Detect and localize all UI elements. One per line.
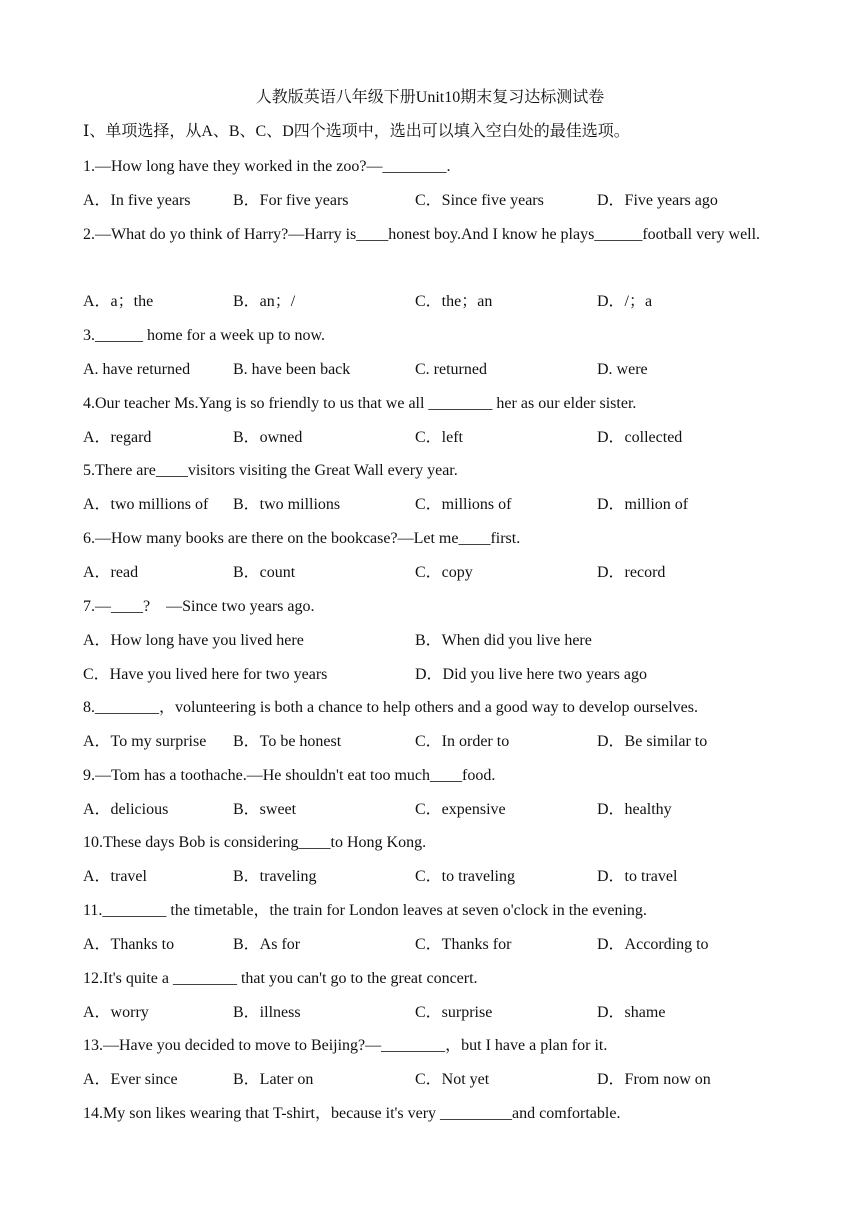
question-2: 2.—What do yo think of Harry?—Harry is____honest boy.And I know he plays______football very well. — [83, 226, 761, 243]
option-b: B．sweet — [233, 801, 297, 818]
option-b: B．traveling — [233, 868, 317, 885]
options-8 — [83, 725, 783, 759]
question-13: 13.—Have you decided to move to Beijing?—________，but I have a plan for it. — [83, 1037, 608, 1054]
option-d: D．record — [597, 564, 666, 581]
option-d: D．shame — [597, 1004, 666, 1021]
option-d: D．Did you live here two years ago — [415, 666, 647, 683]
options-1 — [83, 184, 783, 218]
option-c: C．left — [415, 429, 463, 446]
option-c: C．In order to — [415, 733, 510, 750]
option-c: C. returned — [415, 361, 487, 378]
option-d: D．/；a — [597, 293, 653, 310]
option-a: A．a；the — [83, 293, 154, 310]
question-9: 9.—Tom has a toothache.—He shouldn't eat too much____food. — [83, 767, 496, 784]
option-b: B．illness — [233, 1004, 301, 1021]
option-c: C．millions of — [415, 496, 512, 513]
question-7: 7.—____? —Since two years ago. — [83, 598, 315, 615]
option-a: A. have returned — [83, 361, 191, 378]
option-d: D．collected — [597, 429, 683, 446]
option-d: D．According to — [597, 936, 709, 953]
option-c: C．Thanks for — [415, 936, 512, 953]
options-4 — [83, 421, 783, 455]
options-7-row-2 — [83, 658, 783, 692]
question-6: 6.—How many books are there on the bookcase?—Let me____first. — [83, 530, 521, 547]
option-c: C．the；an — [415, 293, 493, 310]
option-b: B．Later on — [233, 1071, 314, 1088]
option-b: B．two millions — [233, 496, 341, 513]
option-a: A．two millions of — [83, 496, 209, 513]
options-9 — [83, 793, 783, 827]
page-title: 人教版英语八年级下册Unit10期末复习达标测试卷 — [255, 89, 605, 106]
option-a: A．In five years — [83, 192, 191, 209]
question-12: 12.It's quite a ________ that you can't go to the great concert. — [83, 970, 478, 987]
option-c: C．Not yet — [415, 1071, 490, 1088]
option-d: D. were — [597, 361, 648, 378]
question-11: 11.________ the timetable，the train for London leaves at seven o'clock in the evening. — [83, 902, 647, 919]
section-heading: Ⅰ、单项选择，从A、B、C、D四个选项中，选出可以填入空白处的最佳选项。 — [83, 123, 630, 140]
option-c: C．surprise — [415, 1004, 493, 1021]
option-b: B．When did you live here — [415, 632, 592, 649]
option-a: A．Thanks to — [83, 936, 175, 953]
option-c: C．Have you lived here for two years — [83, 666, 328, 683]
option-c: C．to traveling — [415, 868, 515, 885]
option-b: B．owned — [233, 429, 303, 446]
option-a: A．worry — [83, 1004, 149, 1021]
options-12 — [83, 996, 783, 1030]
options-10 — [83, 860, 783, 894]
option-a: A．regard — [83, 429, 152, 446]
option-d: D．healthy — [597, 801, 672, 818]
option-a: A．How long have you lived here — [83, 632, 304, 649]
option-b: B．To be honest — [233, 733, 342, 750]
option-d: D．to travel — [597, 868, 678, 885]
question-5: 5.There are____visitors visiting the Great Wall every year. — [83, 462, 458, 479]
option-a: A．delicious — [83, 801, 169, 818]
question-4: 4.Our teacher Ms.Yang is so friendly to us that we all ________ her as our elder sister. — [83, 395, 637, 412]
option-b: B．count — [233, 564, 296, 581]
option-a: A．read — [83, 564, 139, 581]
option-a: A．To my surprise — [83, 733, 207, 750]
question-8: 8.________，volunteering is both a chance to help others and a good way to develop ourselves. — [83, 699, 698, 716]
options-6 — [83, 556, 783, 590]
options-2 — [83, 285, 783, 319]
question-10: 10.These days Bob is considering____to Hong Kong. — [83, 834, 427, 851]
options-13 — [83, 1063, 783, 1097]
option-d: D．million of — [597, 496, 689, 513]
option-a: A．travel — [83, 868, 147, 885]
question-14: 14.My son likes wearing that T-shirt，because it's very _________and comfortable. — [83, 1105, 621, 1122]
options-5 — [83, 488, 783, 522]
option-b: B. have been back — [233, 361, 351, 378]
option-d: D．From now on — [597, 1071, 711, 1088]
option-c: C．expensive — [415, 801, 506, 818]
options-3 — [83, 353, 783, 387]
option-a: A．Ever since — [83, 1071, 178, 1088]
option-d: D．Be similar to — [597, 733, 708, 750]
question-3: 3.______ home for a week up to now. — [83, 327, 326, 344]
option-b: B．As for — [233, 936, 301, 953]
options-11 — [83, 928, 783, 962]
option-c: C．copy — [415, 564, 473, 581]
question-1: 1.—How long have they worked in the zoo?—________. — [83, 158, 451, 175]
option-b: B．For five years — [233, 192, 349, 209]
options-7-row-1 — [83, 624, 783, 658]
option-c: C．Since five years — [415, 192, 544, 209]
option-b: B．an；/ — [233, 293, 296, 310]
option-d: D．Five years ago — [597, 192, 718, 209]
